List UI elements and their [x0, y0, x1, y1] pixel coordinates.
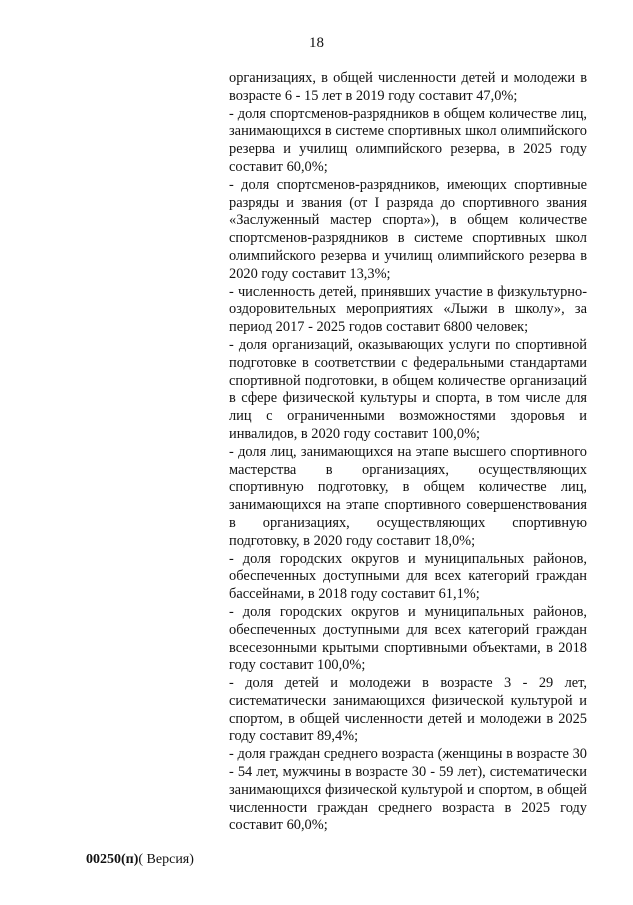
paragraph: - доля граждан среднего возраста (женщины в возрасте 30 - 54 лет, мужчины в возрасте 30 - 59 лет), систематически занимающихся физической культурой и спортом, в общей численности граждан среднего возраста в 2025 году составит 60,0%; — [229, 746, 587, 834]
paragraph: - доля городских округов и муниципальных районов, обеспеченных доступными для всех категорий граждан всесезонными крытыми спортивными объектами, в 2018 году составит 100,0%; — [229, 603, 587, 674]
version-label: ( Версия) — [138, 852, 194, 867]
page-number: 18 — [309, 35, 324, 51]
paragraph: - доля организаций, оказывающих услуги по спортивной подготовке в соответствии с федеральными стандартами спортивной подготовки, в общем количестве организаций в сфере физической культуры и спорта, в том числе для лиц с ограниченными возможностями здоровья и инвалидов, в 2020 году составит 100,0%; — [229, 336, 587, 442]
paragraph: - доля спортсменов-разрядников, имеющих спортивные разряды и звания (от I разряда до спортивного звания «Заслуженный мастер спорта»), в общем количестве спортсменов-разрядников в системе спортивных школ олимпийского резерва и училищ олимпийского резерва в 2020 году составит 13,3%; — [229, 176, 587, 282]
document-body — [229, 70, 587, 835]
footer-document-code — [86, 851, 194, 869]
paragraph: - доля спортсменов-разрядников в общем количестве лиц, занимающихся в системе спортивных школ олимпийского резерва и училищ олимпийского резерва, в 2025 году составит 60,0%; — [229, 105, 587, 175]
paragraph: - доля городских округов и муниципальных районов, обеспеченных доступными для всех категорий граждан бассейнами, в 2018 году составит 61,1%; — [229, 550, 587, 603]
paragraph: - численность детей, принявших участие в физкультурно-оздоровительных мероприятиях «Лыжи в школу», за период 2017 - 2025 годов составит 6800 человек; — [229, 283, 587, 336]
paragraph: организациях, в общей численности детей и молодежи в возрасте 6 - 15 лет в 2019 году составит 47,0%; — [229, 70, 587, 104]
paragraph: - доля детей и молодежи в возрасте 3 - 29 лет, систематически занимающихся физической культурой и спортом, в общей численности детей и молодежи в 2025 году составит 89,4%; — [229, 675, 587, 745]
paragraph: - доля лиц, занимающихся на этапе высшего спортивного мастерства в организациях, осуществляющих спортивную подготовку, в общем количестве лиц, занимающихся на этапе спортивного совершенствования в организациях, осуществляющих спортивную подготовку, в 2020 году составит 18,0%; — [229, 443, 587, 549]
document-code: 00250(п) — [86, 852, 139, 867]
